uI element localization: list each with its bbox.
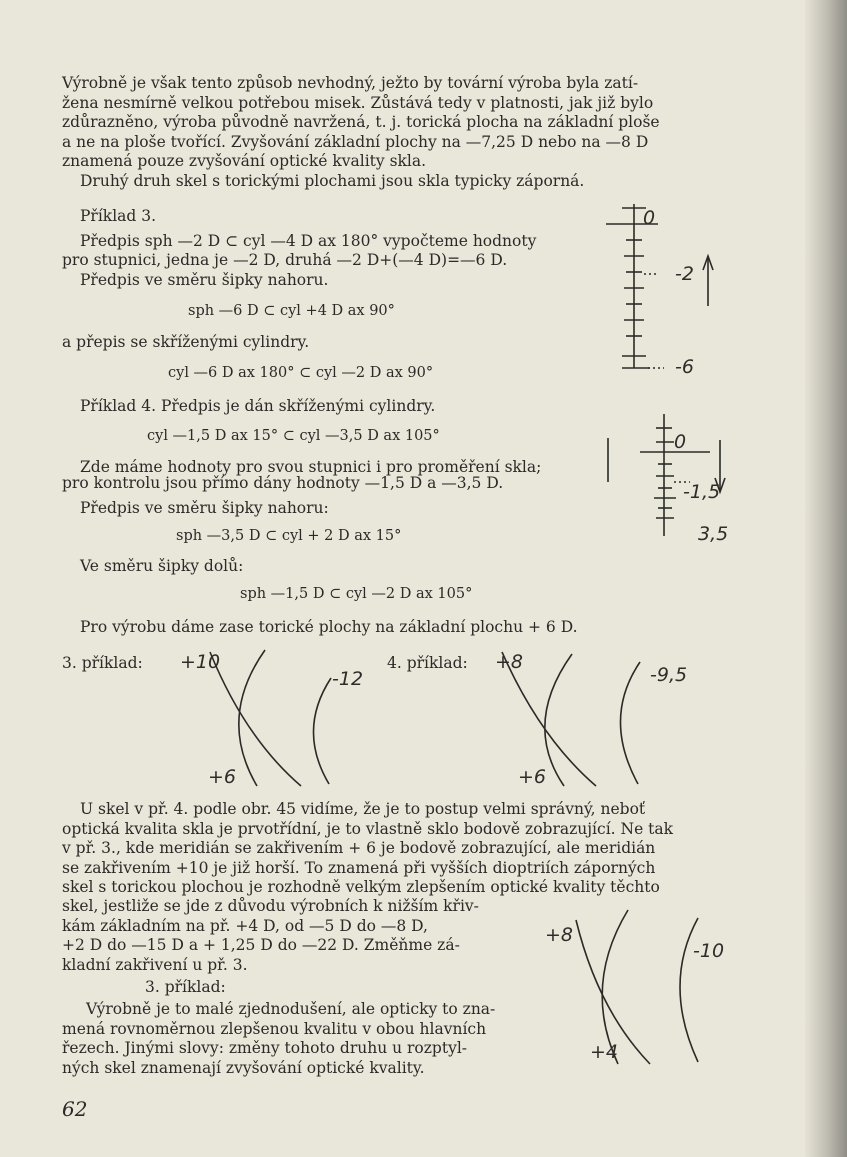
narrow-paragraph (62, 897, 522, 975)
diagram1-value-a: +10 (180, 651, 221, 673)
example3-line-2: pro stupnici, jedna je —2 D, druhá —2 D+(—4 D)=—6 D. (62, 251, 508, 269)
example4-formula-1: cyl —1,5 D ax 15° ⊂ cyl —3,5 D ax 105° (147, 428, 440, 444)
scale2-label-top: 0 (674, 431, 687, 453)
diagram2-value-b: -9,5 (650, 664, 688, 686)
diagram2-value-a: +8 (495, 651, 524, 673)
second-type-sentence: Druhý druh skel s torickými plochami jsou skla typicky záporná. (80, 172, 585, 190)
diagram1-value-b: -12 (332, 668, 364, 690)
text-line: optická kvalita skla je prvotřídní, je to vlastně sklo bodově zobrazující. Ne tak (62, 819, 674, 838)
scale1-label-bottom: -6 (675, 356, 694, 378)
text-line: ných skel znamenají zvyšování optické kvality. (62, 1058, 425, 1077)
text-line: Výrobně je to malé zjednodušení, ale opticky to zna- (86, 1000, 496, 1018)
scale1-label-mid: -2 (675, 263, 694, 285)
text-line: žena nesmírně velkou potřebou misek. Zůstává tedy v platnosti, jak již bylo (62, 93, 654, 112)
text-line: kladní zakřivení u př. 3. (62, 955, 248, 974)
example4-formula-3: sph —1,5 D ⊂ cyl —2 D ax 105° (240, 586, 473, 602)
text-line: kám základním na př. +4 D, od —5 D do —8 D, (62, 916, 428, 935)
text-line: skel, jestliže se jde z důvodu výrobních k nižším křiv- (62, 897, 479, 915)
example3-again-heading: 3. příklad: (145, 978, 226, 996)
text-line: se zakřivením +10 je již horší. To znamená při vyšších dioptriích záporných (62, 858, 656, 877)
text-line: znamená pouze zvyšování optické kvality skla. (62, 152, 427, 170)
discussion-paragraph (62, 800, 734, 898)
text-line: +2 D do —15 D a + 1,25 D do —22 D. Změňme zá- (62, 936, 460, 954)
example4-line-1: Zde máme hodnoty pro svou stupnici i pro proměření skla; (80, 458, 542, 476)
production-note: Pro výrobu dáme zase torické plochy na základní plochu + 6 D. (80, 618, 578, 636)
text-line: skel s torickou plochou je rozhodně velkým zlepšením optické kvality těchto (62, 878, 660, 896)
closing-paragraph (62, 1000, 522, 1078)
scale-diagram-2 (600, 410, 730, 540)
scale2-label-mid: -1,5 (683, 481, 721, 503)
example4-arrow-up-text: Předpis ve směru šipky nahoru: (80, 499, 329, 517)
diagram2-label: 4. příklad: (387, 654, 468, 672)
text-line: U skel v př. 4. podle obr. 45 vidíme, že je to postup velmi správný, neboť (80, 800, 646, 818)
diagram3-value-c: +4 (590, 1041, 619, 1063)
text-line: zdůrazněno, výroba původně navržená, t. j. torická plocha na základní ploše (62, 113, 660, 131)
scale2-label-bottom: 3,5 (698, 523, 729, 545)
example4-arrow-down-text: Ve směru šipky dolů: (80, 557, 244, 575)
example3-arrow-up-text: Předpis ve směru šipky nahoru. (80, 271, 329, 289)
example3-crossed-text: a přepis se skříženými cylindry. (62, 333, 310, 351)
example4-heading: Příklad 4. Předpis je dán skříženými cylindry. (80, 397, 436, 415)
example3-formula-2: cyl —6 D ax 180° ⊂ cyl —2 D ax 90° (168, 365, 434, 381)
text-line: v př. 3., kde meridián se zakřivením + 6 je bodově zobrazující, ale meridián (62, 839, 656, 857)
diagram3-value-a: +8 (545, 924, 574, 946)
example3-heading: Příklad 3. (80, 207, 157, 225)
diagram2-value-c: +6 (518, 766, 547, 788)
example3-line-1: Předpis sph —2 D ⊂ cyl —4 D ax 180° vypočteme hodnoty (80, 232, 537, 250)
page-number: 62 (62, 1097, 88, 1121)
page-edge-shadow (805, 0, 847, 1157)
text-line: a ne na ploše tvořící. Zvyšování základní plochy na —7,25 D nebo na —8 D (62, 132, 649, 151)
scale-diagram-1 (598, 196, 718, 376)
text-line: mená rovnoměrnou zlepšenou kvalitu v obou hlavních (62, 1019, 487, 1038)
diagram1-label: 3. příklad: (62, 654, 143, 672)
text-line: Výrobně je však tento způsob nevhodný, ježto by tovární výroba byla zatí- (62, 74, 639, 92)
diagram1-value-c: +6 (208, 766, 237, 788)
example4-line-2: pro kontrolu jsou přímo dány hodnoty —1,5 D a —3,5 D. (62, 474, 504, 492)
intro-paragraph (62, 74, 730, 172)
text-line: řezech. Jinými slovy: změny tohoto druhu u rozptyl- (62, 1039, 468, 1057)
scale1-label-top: 0 (643, 207, 656, 229)
diagram3-value-b: -10 (693, 940, 725, 962)
example3-formula-1: sph —6 D ⊂ cyl +4 D ax 90° (188, 303, 395, 319)
example4-formula-2: sph —3,5 D ⊂ cyl + 2 D ax 15° (176, 528, 402, 544)
